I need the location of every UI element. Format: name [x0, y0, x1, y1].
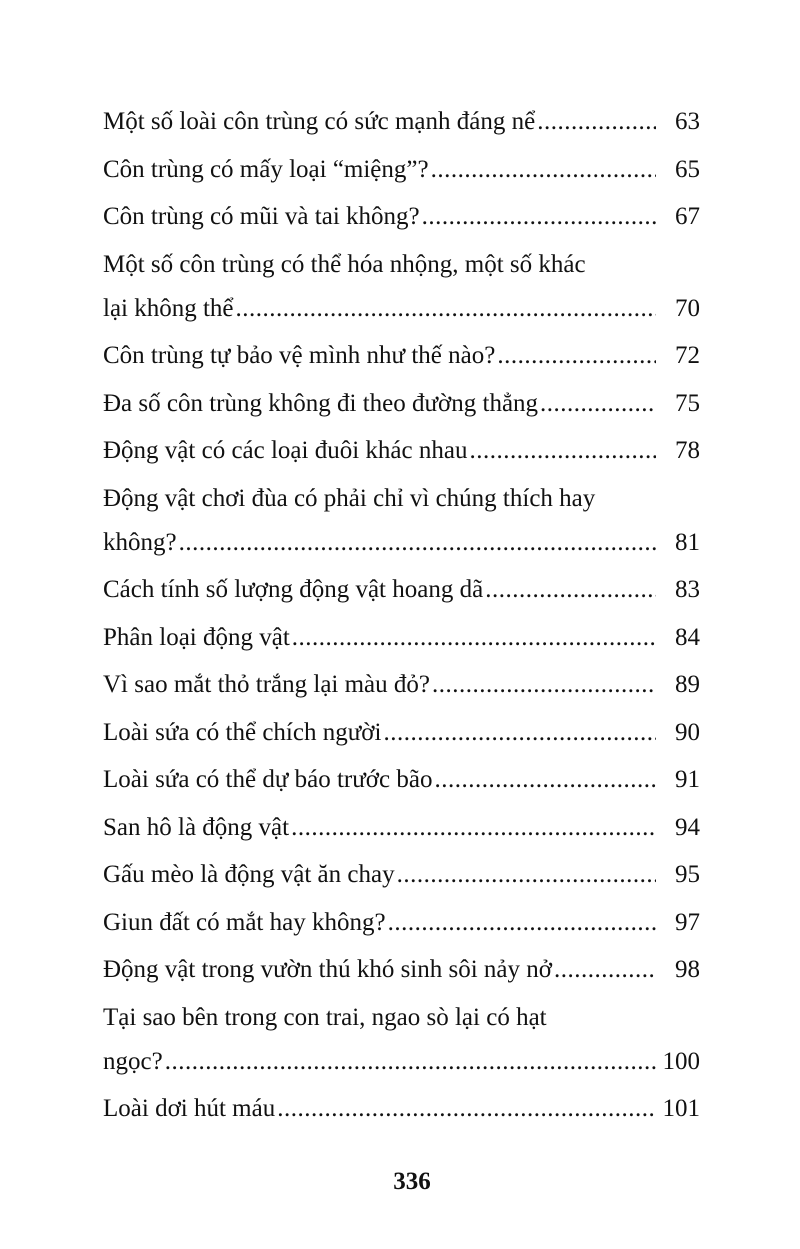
- toc-entry-page: 72: [675, 342, 700, 369]
- toc-entry-page: 91: [675, 766, 700, 793]
- toc-entry: [103, 148, 700, 192]
- toc-entry-title: Động vật có các loại đuôi khác nhau: [103, 437, 468, 464]
- toc-entry-page: 83: [675, 576, 700, 603]
- toc-entry-row: [103, 287, 700, 331]
- toc-entry-page: 90: [675, 718, 700, 746]
- toc-entry-row: [103, 663, 700, 707]
- toc-entry-page: 89: [675, 671, 700, 698]
- toc-entry-page: 70: [675, 294, 700, 322]
- toc-entry: [103, 948, 700, 992]
- toc-entry-row: [103, 853, 700, 897]
- toc-entry: [103, 806, 700, 850]
- toc-entry-page: 94: [675, 813, 700, 841]
- toc-entry: [103, 477, 700, 565]
- toc-entry-title: không?: [103, 528, 177, 556]
- toc-entry-page: 67: [675, 203, 700, 230]
- toc-entry-page: 98: [675, 956, 700, 983]
- toc-entry-page: 75: [675, 389, 700, 417]
- toc-entry: [103, 568, 700, 612]
- toc-entry-title-line: Động vật chơi đùa có phải chỉ vì chúng thích hay: [103, 484, 596, 512]
- toc-entry: [103, 382, 700, 426]
- toc-entry-title: ngọc?: [103, 1047, 163, 1075]
- toc-entry-title: Cách tính số lượng động vật hoang dã: [103, 576, 484, 603]
- toc-entry-row: [103, 711, 700, 755]
- toc-entry: [103, 243, 700, 331]
- toc-entry-title: Một số loài côn trùng có sức mạnh đáng nể: [103, 108, 536, 135]
- toc-entry-title: Phân loại động vật: [103, 623, 290, 651]
- dot-leader: [540, 382, 656, 426]
- toc-entry-title: Loài dơi hút máu: [103, 1095, 276, 1122]
- dot-leader: [422, 195, 656, 239]
- toc-entry-title: Loài sứa có thể chích người: [103, 718, 382, 746]
- dot-leader: [292, 616, 656, 660]
- toc-entry-row: [103, 195, 700, 239]
- toc-entry-row: [103, 429, 700, 473]
- toc-entry-title: Côn trùng tự bảo vệ mình như thế nào?: [103, 342, 496, 369]
- toc-entry-page: 65: [675, 155, 700, 183]
- toc-entry-row: [103, 148, 700, 192]
- toc-entry: [103, 334, 700, 378]
- toc-entry-title: San hô là động vật: [103, 813, 290, 841]
- toc-entry: [103, 758, 700, 802]
- toc-entry-title: Đa số côn trùng không đi theo đường thẳng: [103, 389, 539, 417]
- toc-entry-row: [103, 100, 700, 144]
- page-number: 336: [393, 1168, 431, 1195]
- toc-entry-page: 101: [662, 1095, 700, 1122]
- toc-entry-row: [103, 382, 700, 426]
- dot-leader: [388, 901, 656, 945]
- toc-entry: [103, 429, 700, 473]
- toc-entry-title: Động vật trong vườn thú khó sinh sôi nảy nở: [103, 956, 552, 983]
- toc-entry-row: [103, 568, 700, 612]
- toc-entry-title: lại không thể: [103, 294, 234, 322]
- dot-leader: [236, 287, 656, 331]
- dot-leader: [497, 334, 656, 378]
- dot-leader: [554, 948, 656, 992]
- dot-leader: [537, 100, 656, 144]
- dot-leader: [165, 1040, 656, 1084]
- toc-entry: [103, 1087, 700, 1131]
- toc-entry: [103, 853, 700, 897]
- toc-entry-title-line: Một số côn trùng có thể hóa nhộng, một số khác: [103, 250, 586, 278]
- toc-entry: [103, 901, 700, 945]
- toc-entry: [103, 663, 700, 707]
- table-of-contents: [103, 100, 700, 1135]
- toc-entry-title: Giun đất có mắt hay không?: [103, 908, 386, 936]
- toc-entry-row: [103, 521, 700, 565]
- toc-entry-row: [103, 1040, 700, 1084]
- dot-leader: [277, 1087, 656, 1131]
- toc-entry-page: 78: [675, 437, 700, 464]
- dot-leader: [469, 429, 656, 473]
- toc-entry: [103, 616, 700, 660]
- toc-entry-page: 100: [662, 1047, 700, 1075]
- toc-entry-title: Loài sứa có thể dự báo trước bão: [103, 766, 433, 793]
- toc-entry-row: [103, 334, 700, 378]
- toc-entry-title: Vì sao mắt thỏ trắng lại màu đỏ?: [103, 671, 431, 698]
- toc-entry: [103, 996, 700, 1084]
- dot-leader: [179, 521, 656, 565]
- toc-entry: [103, 100, 700, 144]
- toc-entry-title-line: Tại sao bên trong con trai, ngao sò lại có hạt: [103, 1003, 547, 1031]
- toc-entry-page: 95: [675, 861, 700, 888]
- toc-entry-page: 63: [675, 108, 700, 135]
- dot-leader: [485, 568, 656, 612]
- toc-entry: [103, 711, 700, 755]
- toc-entry-page: 84: [675, 623, 700, 651]
- toc-entry: [103, 195, 700, 239]
- dot-leader: [431, 148, 656, 192]
- toc-entry-row: [103, 948, 700, 992]
- toc-entry-row: [103, 1087, 700, 1131]
- dot-leader: [432, 663, 656, 707]
- toc-entry-row: [103, 616, 700, 660]
- toc-entry-row: [103, 806, 700, 850]
- dot-leader: [383, 711, 656, 755]
- toc-entry-row: [103, 758, 700, 802]
- toc-entry-title: Gấu mèo là động vật ăn chay: [103, 861, 395, 888]
- dot-leader: [397, 853, 656, 897]
- toc-entry-title: Côn trùng có mấy loại “miệng”?: [103, 155, 429, 183]
- toc-entry-row: [103, 901, 700, 945]
- toc-entry-page: 81: [675, 528, 700, 556]
- dot-leader: [291, 806, 656, 850]
- toc-entry-title: Côn trùng có mũi và tai không?: [103, 203, 420, 230]
- toc-entry-page: 97: [675, 908, 700, 936]
- dot-leader: [434, 758, 656, 802]
